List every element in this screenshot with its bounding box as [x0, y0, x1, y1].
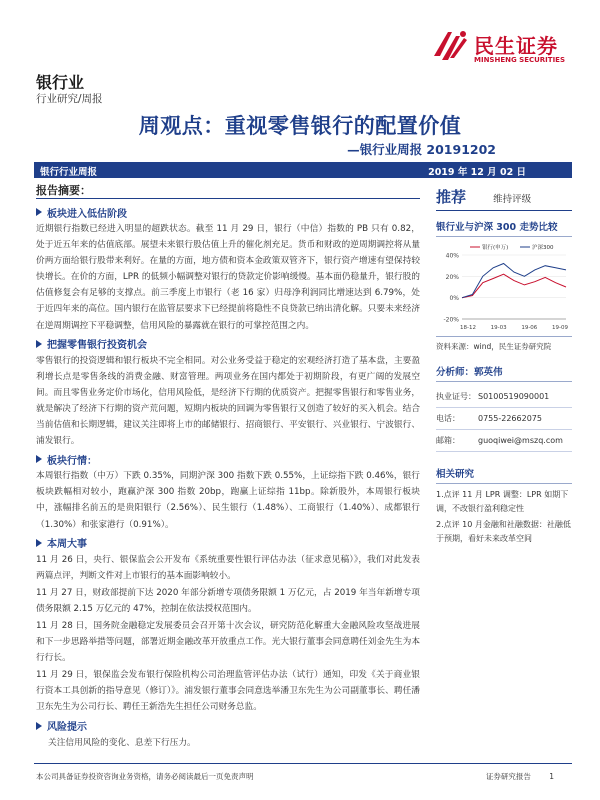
divider: [436, 336, 572, 337]
section-paragraph: 近期银行指数已经进入明显的超跌状态。截至 11 月 29 日，银行（中信）指数的 PB 只有 0.82，处于近五年来的估值底部。展望未来银行股估值上升的催化剂充足。货币和财政的逆周期调控将从量价两方面给银行股带来利好。在量的方面，地方债和资本金政策双管齐下，银行资产增速有望保持较快增长。在价的方面，LPR 的低频小幅调整对银行的贷款定价影响缓慢。基本面仍稳量升，银行股的估值修复会有足够的支撑点。前三季度上市银行（老 16 家）归母净利润同比增速达到 6.79%，处于近四年来的高位。国内银行在监管层要求下已经提前将隐性不良贷款已纳出清化解。只要未来经济在逆周期调控下平稳调整，信用风险的暴露就在银行的可掌控范围之内。: [36, 224, 420, 331]
chart-svg: [436, 241, 572, 333]
section-risk: [36, 718, 420, 751]
industry-label: 银行业: [36, 73, 85, 92]
page-title: 周观点：重视零售银行的配置价值: [138, 114, 462, 138]
related-report-item[interactable]: 2.点评 10 月金融和社融数据：社融低于预期，看好未来改革空间: [436, 520, 571, 543]
page-number: 1: [549, 772, 554, 781]
chart-xtick-label: 19-06: [521, 325, 538, 331]
section-retail-banks: [36, 336, 420, 450]
section-heading: [36, 451, 420, 467]
chart-xtick-label: 18-12: [460, 325, 476, 331]
analyst-key: 执业证号：: [436, 392, 476, 401]
divider: [436, 483, 572, 484]
analyst-license: [436, 386, 572, 408]
section-market: [36, 451, 420, 532]
chart-title: 银行业与沪深 300 走势比较: [436, 222, 558, 233]
divider: [436, 236, 572, 237]
section-title: 风险提示: [47, 722, 87, 734]
recommend-label: 推荐: [436, 188, 467, 206]
chart-legend-label: 银行(申万): [482, 245, 509, 251]
triangle-bullet-icon: [36, 539, 42, 547]
section-paragraph: 11 月 28 日，国务院金融稳定发展委员会召开第十次会议，研究防范化解重大金融风险攻坚战进展和下一步思路举措等问题，部署近期金融改革开放重点工作。光大银行董事会同意聘任刘金先生为本行行长。: [36, 620, 420, 664]
brand-name-en: MINSHENG SECURITIES: [474, 56, 565, 64]
section-paragraph: 11 月 27 日，财政部提前下达 2020 年部分新增专项债务限额 1 万亿元，占 2019 年当年新增专项债务限额 2.15 万亿元的 47%，控制在依法授权范围内。: [36, 587, 420, 614]
analyst-email: [436, 430, 572, 452]
section-title: 板块行情：: [47, 455, 97, 467]
analyst-key: 邮箱：: [436, 436, 460, 445]
page-subtitle: —银行业周报 20191202: [347, 142, 496, 157]
chart-ytick-label: 20%: [445, 273, 459, 281]
section-heading: [36, 535, 420, 551]
section-weekly-events: [36, 535, 420, 716]
report-series-label: 银行行业周报: [40, 167, 98, 178]
section-valuation: [36, 204, 420, 334]
divider: [436, 381, 572, 382]
footer-divider: [34, 763, 572, 764]
section-paragraph: 11 月 26 日，央行、银保监会公开发布《系统重要性银行评估办法（征求意见稿）》，我们对此发表两篇点评，判断文件对上市银行的基本面影响较小。: [36, 554, 420, 581]
triangle-bullet-icon: [36, 208, 42, 216]
summary-body: [36, 204, 420, 753]
analyst-phone: [436, 408, 572, 430]
chart-legend-label: 沪深300: [532, 245, 554, 251]
section-heading: [36, 718, 420, 734]
analyst-value[interactable]: guoqiwei@mszq.com: [478, 436, 563, 445]
section-paragraph: 零售银行的投资逻辑和银行板块不完全相同。对公业务受益于稳定的宏观经济打造了基本盘，主要盈利增长点是零售条线的消费金融、财富管理。两项业务在国内都处于初期阶段，有更广阔的发展空间。而且零售业务定价市场化，信用风险低，是经济下行期的优质资产。把握零售银行和零售业务，就是解决了经济下行期的资产荒问题，短期内板块的回调为零售银行又创造了较好的买入机会。结合当前估值和长期逻辑，建议关注即将上市的邮储银行、招商银行、平安银行、兴业银行、宁波银行、浦发银行。: [36, 355, 420, 447]
rating-status: 维持评级: [493, 194, 532, 205]
section-heading: [36, 336, 420, 352]
section-title: 板块进入低估阶段: [47, 208, 127, 220]
sidebar: [436, 186, 572, 548]
chart-xtick-label: 19-03: [490, 325, 507, 331]
chart-ytick-label: 0%: [449, 295, 459, 303]
section-paragraph: 本周银行指数（中万）下跌 0.35%，同期沪深 300 指数下跌 0.55%，上证综指下跌 0.46%，银行板块跌幅相对较小，跑赢沪深 300 指数 20bp，跑赢上证综指 11bp。除新股外，本周银行板块中，涨幅排名前五的是贵阳银行（2.56%）、民生银行（1.48%）、工商银行（1.40%）、成都银行（1.30%）和张家港行（0.91%）。: [36, 471, 420, 530]
triangle-bullet-icon: [36, 455, 42, 463]
report-header-bar: [34, 162, 572, 178]
related-heading: 相关研究: [436, 469, 475, 480]
rating-block: [436, 186, 572, 207]
summary-heading: 报告摘要：: [36, 184, 91, 197]
section-paragraph: 关注信用风险的变化、息差下行压力。: [48, 737, 196, 748]
section-title: 本周大事: [47, 539, 87, 551]
brand-logo: [430, 28, 580, 72]
brand-mark-icon: [430, 28, 470, 64]
section-paragraph: 11 月 29 日，银保监会发布银行保险机构公司治理监管评估办法（试行）通知，印发《关于商业银行资本工具创新的指导意见（修订）》。浦发银行董事会同意选举潘卫东先生为公司副董事长、聘任潘卫东先生为公司行长、聘任王新浩先生担任公司财务总监。: [36, 670, 420, 713]
chart-ytick-label: 40%: [445, 252, 459, 260]
analyst-heading: 分析师：郭英伟: [436, 367, 503, 378]
triangle-bullet-icon: [36, 340, 42, 348]
section-heading: [36, 204, 420, 220]
brand-name-cn: 民生证券: [474, 34, 558, 58]
footer-disclaimer: 本公司具备证券投资咨询业务资格，请务必阅读最后一页免责声明: [36, 772, 254, 781]
analyst-key: 电话：: [436, 414, 460, 423]
chart-ytick-label: -20%: [443, 316, 459, 324]
chart-xtick-label: 19-09: [552, 325, 568, 331]
section-title: 把握零售银行投资机会: [47, 340, 147, 352]
document-type: 行业研究/周报: [36, 93, 103, 105]
divider: [436, 210, 572, 211]
page-footer: [0, 763, 600, 791]
report-date: 2019 年 12 月 02 日: [428, 167, 526, 178]
performance-chart: [436, 241, 572, 333]
footer-right: [486, 771, 554, 782]
chart-source: 资料来源：wind，民生证券研究院: [436, 342, 552, 351]
related-report-item[interactable]: 1.点评 11 月 LPR 调整：LPR 如期下调，不改银行盈利稳定性: [436, 490, 569, 513]
footer-label: 证券研究报告: [485, 772, 531, 781]
analyst-value: 0755-22662075: [478, 414, 542, 423]
triangle-bullet-icon: [36, 722, 42, 730]
summary-divider: [36, 198, 420, 199]
analyst-value: S0100519090001: [478, 392, 550, 401]
